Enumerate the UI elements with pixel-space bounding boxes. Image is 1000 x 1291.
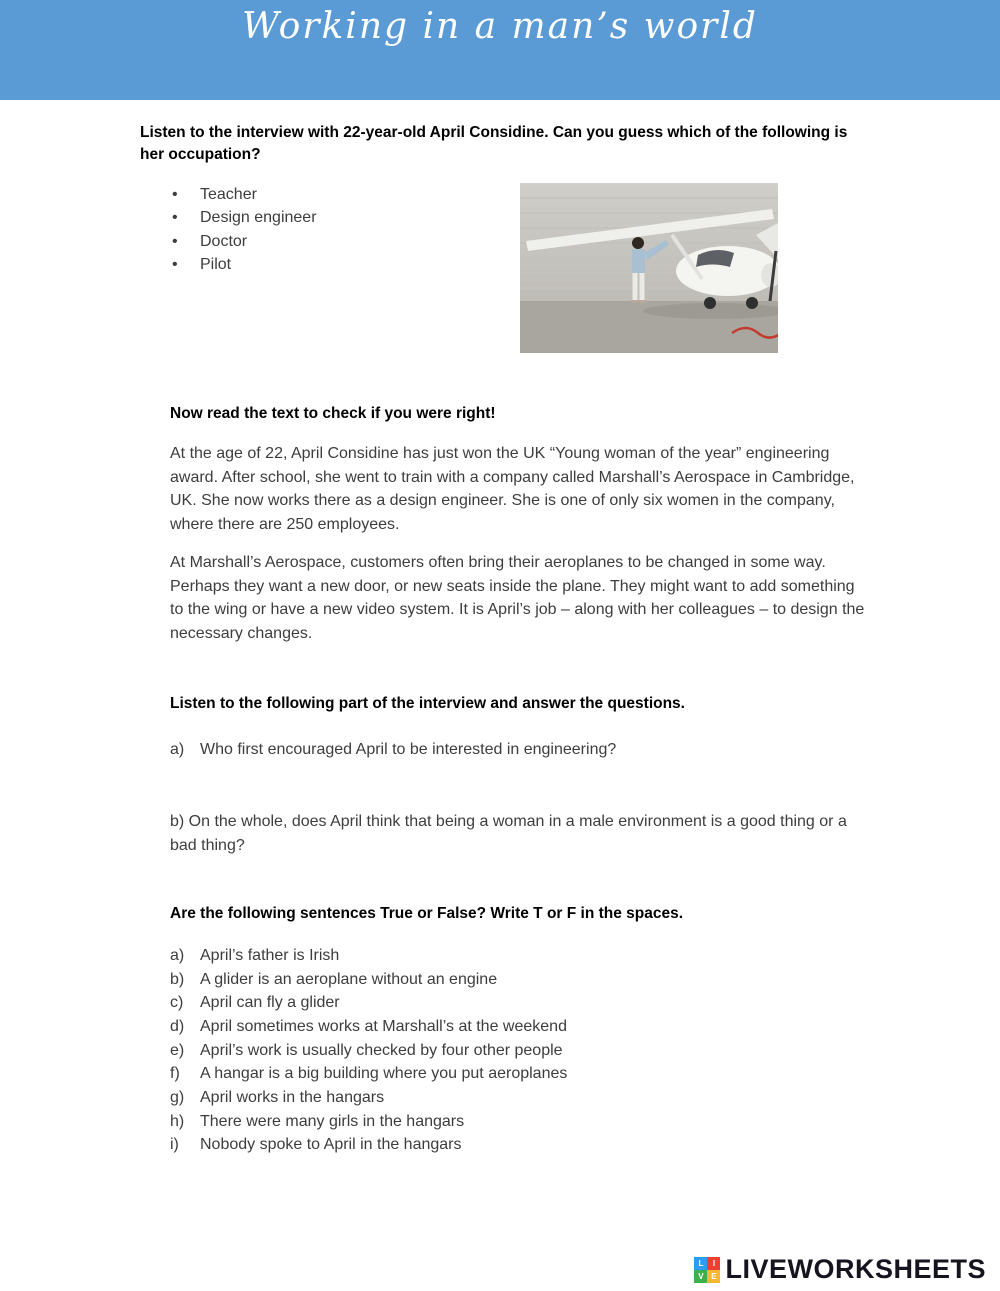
true-false-heading: Are the following sentences True or False? Write T or F in the spaces. xyxy=(170,905,684,923)
item-label: c) xyxy=(170,994,184,1012)
list-item xyxy=(170,183,450,207)
liveworksheets-logo-link[interactable] xyxy=(694,1254,986,1285)
list-item xyxy=(170,944,865,968)
item-text: April sometimes works at Marshall’s at the weekend xyxy=(200,1017,567,1035)
question-a-text: Who first encouraged April to be interested in engineering? xyxy=(200,740,617,758)
item-text: April works in the hangars xyxy=(200,1089,385,1107)
occupation-options-list xyxy=(170,183,450,277)
list-item xyxy=(170,206,450,230)
listening-heading: Listen to the following part of the interview and answer the questions. xyxy=(170,695,685,713)
question-a xyxy=(170,738,865,762)
list-item xyxy=(170,1133,865,1157)
logo-square-i: I xyxy=(707,1257,720,1270)
item-text: A hangar is a big building where you put aeroplanes xyxy=(200,1065,568,1083)
liveworksheets-grid-icon xyxy=(694,1257,720,1283)
april-plane-photo xyxy=(520,183,778,353)
list-item xyxy=(170,1062,865,1086)
item-text: April’s father is Irish xyxy=(200,946,340,964)
item-label: d) xyxy=(170,1017,185,1035)
list-item xyxy=(170,230,450,254)
item-text: April can fly a glider xyxy=(200,994,340,1012)
list-item xyxy=(170,1039,865,1063)
logo-square-e: E xyxy=(707,1270,720,1283)
option-label: Teacher xyxy=(200,185,257,203)
item-label: b) xyxy=(170,970,185,988)
options-and-photo-row xyxy=(140,183,860,353)
logo-square-l: L xyxy=(694,1257,707,1270)
list-item xyxy=(170,1110,865,1134)
list-item xyxy=(170,1086,865,1110)
liveworksheets-wordmark: LIVEWORKSHEETS xyxy=(725,1254,986,1284)
header-banner xyxy=(0,0,1000,100)
option-label: Design engineer xyxy=(200,209,317,227)
reading-heading: Now read the text to check if you were right! xyxy=(170,404,496,422)
hangar-photo-illustration xyxy=(520,183,778,353)
reading-paragraph-1: At the age of 22, April Considine has just won the UK “Young woman of the year” engineering award. After school, she went to train with a company called Marshall’s Aerospace in Cambridge, UK. She now works there as a design engineer. She is one of only six women in the company, where there are 250 employees. xyxy=(170,445,855,533)
worksheet-body xyxy=(170,403,865,1157)
list-item xyxy=(170,991,865,1015)
reading-paragraph-2: At Marshall’s Aerospace, customers often bring their aeroplanes to be changed in some way. Perhaps they want a new door, or new seats inside the plane. They might want to add something to the wing or have a new video system. It is April’s job – along with her colleagues – to design the necessary changes. xyxy=(170,554,865,642)
item-label: a) xyxy=(170,946,185,964)
item-label: g) xyxy=(170,1089,185,1107)
page-title: Working in a man’s world xyxy=(242,6,758,47)
logo-square-v: V xyxy=(694,1270,707,1283)
worksheet-content xyxy=(0,100,1000,1157)
item-text: Nobody spoke to April in the hangars xyxy=(200,1136,462,1154)
question-a-label: a) xyxy=(170,740,185,758)
item-label: i) xyxy=(170,1136,179,1154)
list-item xyxy=(170,968,865,992)
item-label: e) xyxy=(170,1041,185,1059)
option-label: Pilot xyxy=(200,256,232,274)
intro-prompt: Listen to the interview with 22-year-old April Considine. Can you guess which of the following is her occupation? xyxy=(140,124,848,164)
true-false-list xyxy=(170,944,865,1157)
item-label: f) xyxy=(170,1065,180,1083)
list-item xyxy=(170,253,450,277)
footer xyxy=(694,1254,986,1285)
item-text: April’s work is usually checked by four other people xyxy=(200,1041,563,1059)
item-text: There were many girls in the hangars xyxy=(200,1112,465,1130)
list-item xyxy=(170,1015,865,1039)
item-text: A glider is an aeroplane without an engine xyxy=(200,970,498,988)
option-label: Doctor xyxy=(200,232,248,250)
item-label: h) xyxy=(170,1112,185,1130)
question-b: b) On the whole, does April think that being a woman in a male environment is a good thing or a bad thing? xyxy=(170,813,847,854)
